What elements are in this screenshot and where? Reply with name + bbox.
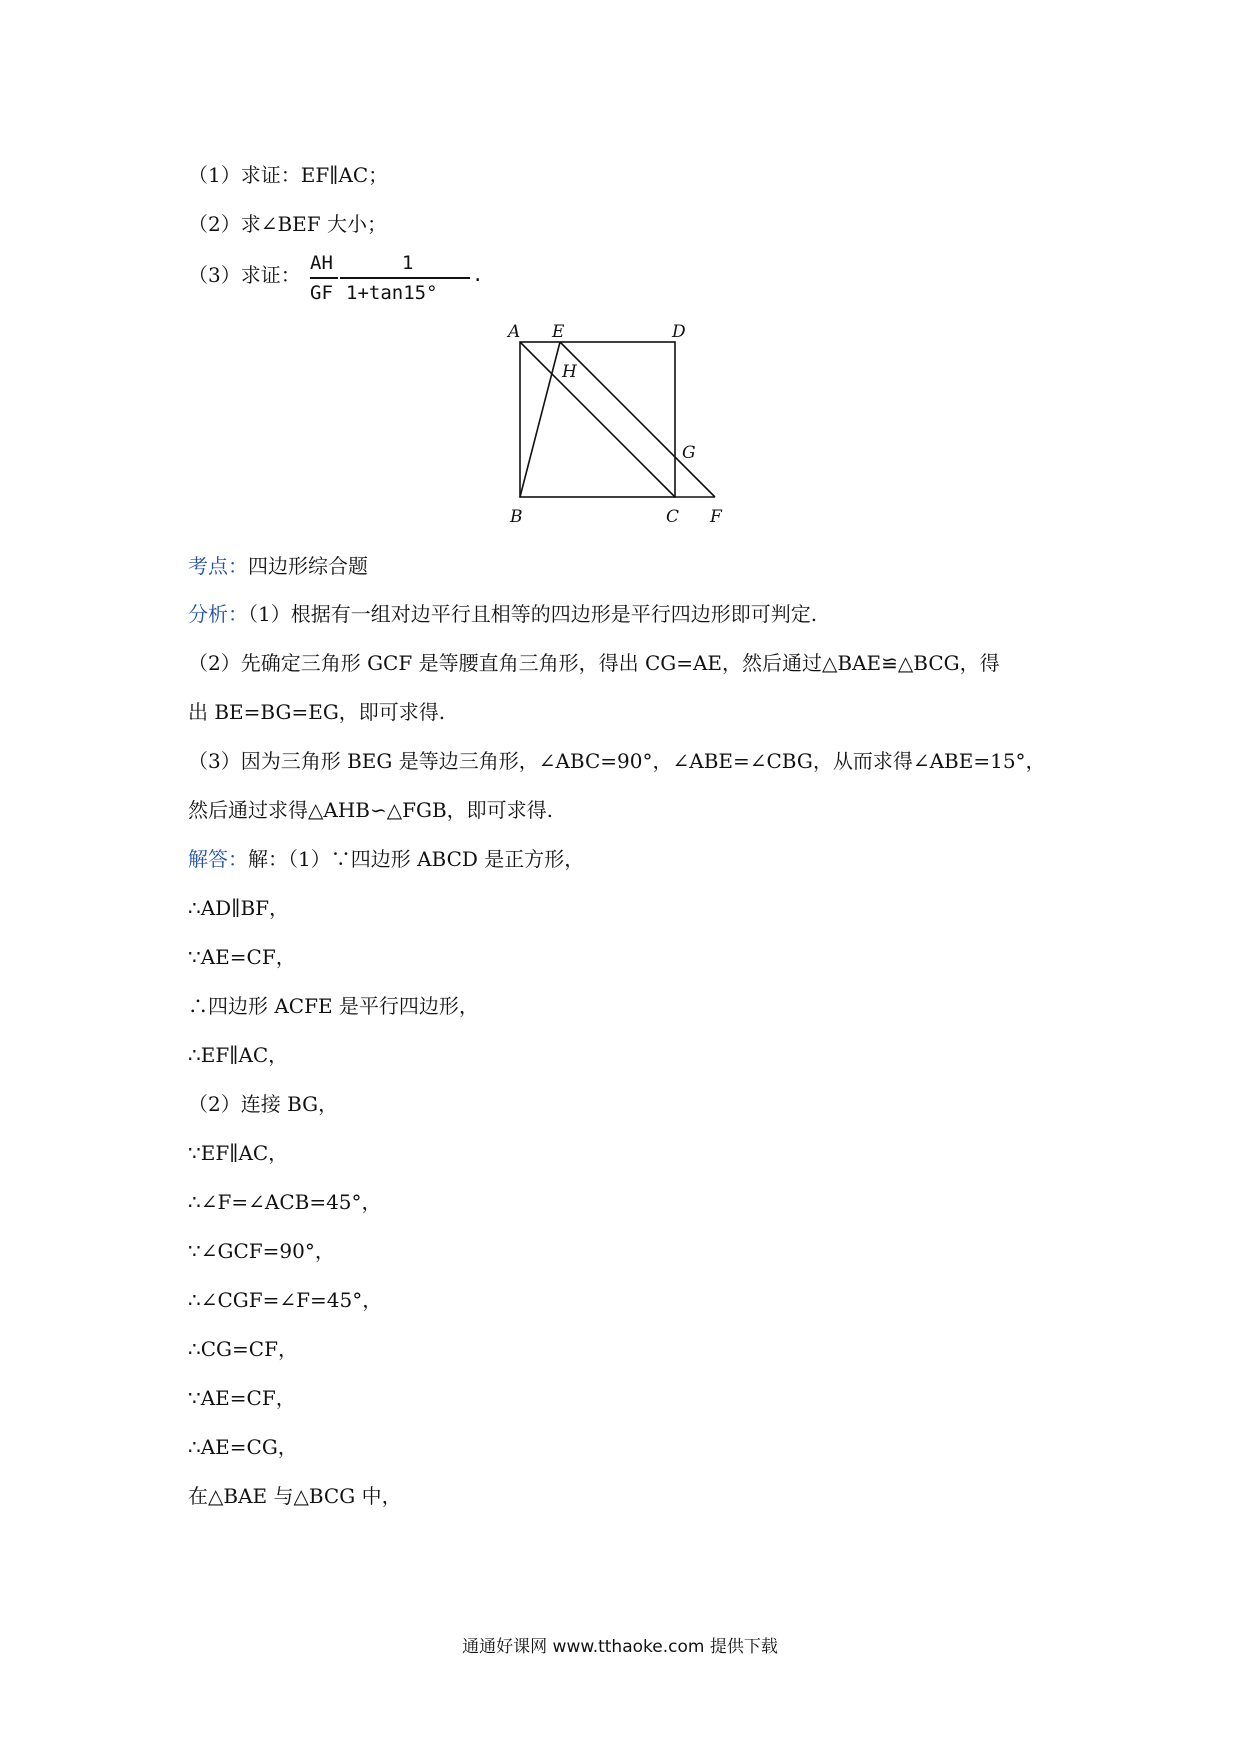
solution-line: ∴EF∥AC， <box>188 1043 289 1067</box>
kaodian-row <box>188 553 368 579</box>
label-g: G <box>682 443 696 463</box>
page-footer: 通通好课网 www.tthaoke.com 提供下载 <box>462 1637 778 1657</box>
formula-numerator-right: 1 <box>402 252 414 274</box>
diagonal-ac <box>520 342 675 497</box>
solution-line: ∵EF∥AC， <box>188 1141 289 1165</box>
label-h: H <box>562 362 577 382</box>
fraction-bar-right <box>340 277 470 279</box>
label-a: A <box>508 322 521 342</box>
fenxi-label: 分析： <box>188 602 248 626</box>
question-3: （3）求证： <box>188 263 301 287</box>
solution-line: ∴CG=CF， <box>188 1337 298 1361</box>
solution-line: ∵∠GCF=90°， <box>188 1239 335 1263</box>
fenxi-row <box>188 601 817 627</box>
label-b: B <box>510 507 523 527</box>
solution-line: ∴AD∥BF， <box>188 896 290 920</box>
kaodian-label: 考点： <box>188 554 248 578</box>
fenxi-line: （1）根据有一组对边平行且相等的四边形是平行四边形即可判定. <box>248 602 818 626</box>
label-e: E <box>552 322 565 342</box>
fenxi-line: （3）因为三角形 BEG 是等边三角形，∠ABC=90°，∠ABE=∠CBG，从而求得∠ABE=15°， <box>188 749 1046 773</box>
fenxi-line: 然后通过求得△AHB∽△FGB，即可求得. <box>188 798 554 822</box>
square-geometry-figure <box>500 322 740 532</box>
solution-line: ∴∠CGF=∠F=45°， <box>188 1288 383 1312</box>
jieda-first-line: 解：（1）∵四边形 ABCD 是正方形， <box>248 847 585 871</box>
jieda-label: 解答： <box>188 847 248 871</box>
solution-line: 在△BAE 与△BCG 中， <box>188 1484 402 1508</box>
jieda-row <box>188 846 584 872</box>
question-2: （2）求∠BEF 大小； <box>188 212 388 236</box>
formula-denominator-right: 1+tan15° <box>346 282 438 304</box>
formula-numerator-left: AH <box>310 252 333 274</box>
segment-ef <box>560 342 715 497</box>
solution-line: ∵AE=CF， <box>188 945 296 969</box>
solution-line: ∴AE=CG， <box>188 1435 298 1459</box>
fenxi-line: 出 BE=BG=EG，即可求得. <box>188 700 446 724</box>
solution-line: ∴∠F=∠ACB=45°， <box>188 1190 382 1214</box>
segment-be <box>520 342 560 497</box>
solution-line: （2）连接 BG， <box>188 1092 339 1116</box>
kaodian-text: 四边形综合题 <box>248 554 368 578</box>
label-c: C <box>666 507 680 527</box>
question-1: （1）求证：EF∥AC； <box>188 163 389 187</box>
formula-end: . <box>472 264 484 286</box>
solution-line: ∵AE=CF， <box>188 1386 296 1410</box>
fenxi-line: （2）先确定三角形 GCF 是等腰直角三角形，得出 CG=AE，然后通过△BAE≌△BCG，得 <box>188 651 1000 675</box>
label-d: D <box>672 322 686 342</box>
fraction-bar-left <box>310 277 338 279</box>
solution-line: ∴四边形 ACFE 是平行四边形， <box>188 994 479 1018</box>
label-f: F <box>710 507 722 527</box>
formula-denominator-left: GF <box>310 282 333 304</box>
